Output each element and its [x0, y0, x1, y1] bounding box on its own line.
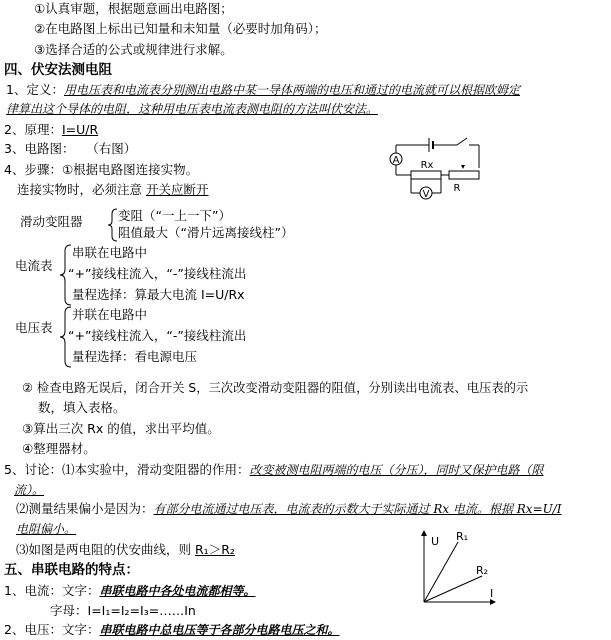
circuit-note: （右图） [92, 141, 137, 156]
discuss-3-value: R₁＞R₂ [195, 542, 235, 557]
ammeter-symbol: A [392, 155, 400, 166]
rheostat-item-2: 阻值最大（“滑片远离接线柱”） [118, 225, 294, 240]
iu-graph [418, 528, 498, 604]
discuss-2-prefix: ⑵测量结果偏小是因为： [16, 501, 154, 516]
rheostat-item-1: 变阻（“一上一下”） [118, 208, 231, 223]
discuss-1-line [4, 462, 543, 478]
r2-label: R₂ [476, 564, 489, 577]
voltage-text: 串联电路中总电压等于各部分电路电压之和。 [99, 623, 340, 637]
switch-icon [457, 138, 467, 145]
step-2-line-2: 数，填入表格。 [38, 400, 126, 415]
ammeter-label: 电流表 [15, 258, 53, 273]
principle-prefix: 2、原理： [4, 122, 62, 137]
circuit-line [4, 141, 136, 157]
ammeter-item-2: “+”接线柱流入，“-”接线柱流出 [68, 266, 247, 281]
discuss-3-prefix: ⑶如图是两电阻的伏安曲线，则 [16, 542, 192, 557]
discuss-1-text-b: 流）。 [14, 483, 45, 497]
circuit-diagram [383, 135, 493, 205]
connect-note-b: 开关应断开 [146, 182, 209, 197]
discuss-3-line [16, 542, 235, 558]
ammeter-item-3: 量程选择：算最大电流 I=U/Rx [72, 287, 245, 302]
rheostat-brace [108, 208, 118, 242]
principle-line [4, 122, 98, 138]
rx-resistor-icon [411, 171, 441, 179]
steps-prefix: 4、步骤： [4, 162, 62, 177]
ammeter-item-1: 串联在电路中 [72, 245, 148, 260]
principle-formula: I=U/R [61, 122, 99, 137]
rheostat-slider-icon [461, 165, 465, 169]
rheostat-symbol: R [453, 183, 461, 194]
connect-note-a: 连接实物时，必须注意 [17, 182, 143, 197]
u-axis-arrow-icon [421, 530, 427, 536]
section5-title: 五、串联电路的特点： [4, 562, 139, 578]
intro-step-1: ①认真审题，根据题意画出电路图； [34, 1, 233, 16]
formula-prefix: 字母： [50, 603, 88, 618]
circuit-label: 3、电路图： [4, 141, 75, 156]
steps-line [4, 162, 198, 178]
voltmeter-item-2: “+”接线柱流入，“-”接线柱流出 [68, 328, 247, 343]
step-1: ①根据电路图连接实物。 [61, 162, 199, 177]
formula-text: I=I₁=I₂=I₃=……In [87, 603, 196, 618]
voltage-line [4, 622, 339, 638]
step-2-line-1: ② 检查电路无误后，闭合开关 S，三次改变滑动变阻器的阻值，分别读出电流表、电压表的示 [22, 381, 529, 395]
current-prefix: 1、电流：文字： [4, 583, 100, 598]
discuss-1-text-a: 改变被测电阻两端的电压（分压），同时又保护电路（限 [249, 463, 544, 477]
current-line [4, 583, 255, 599]
intro-step-3: ③选择合适的公式或规律进行求解。 [34, 42, 233, 57]
voltmeter-item-3: 量程选择：看电源电压 [72, 349, 198, 364]
r1-line [424, 542, 458, 602]
step-4: ④整理器材。 [22, 441, 96, 456]
definition-prefix: 1、定义： [6, 82, 64, 97]
discuss-prefix: 5、讨论：⑴本实验中，滑动变阻器的作用： [4, 462, 250, 477]
discuss-2-line [16, 501, 562, 517]
discuss-2-text-b: 电阻偏小。 [16, 522, 77, 536]
connect-note [17, 182, 209, 198]
r2-line [424, 576, 482, 602]
voltage-prefix: 2、电压：文字： [4, 622, 100, 637]
voltmeter-symbol: V [422, 189, 430, 200]
rx-label: Rx [420, 160, 434, 171]
definition-text-1: 用电压表和电流表分别测出电路中某一导体两端的电压和通过的电流就可以根据欧姆定 [63, 83, 520, 97]
rheostat-icon [449, 171, 479, 179]
discuss-2-text-a: 有部分电流通过电压表，电流表的示数大于实际通过 Rx 电流。根据 Rx=U/I [153, 502, 562, 516]
i-axis-label: I [490, 587, 494, 600]
voltmeter-label: 电压表 [15, 320, 53, 335]
formula-line [50, 603, 196, 619]
section4-title: 四、伏安法测电阻 [4, 62, 112, 78]
current-text: 串联电路中各处电流都相等。 [99, 584, 256, 598]
definition-line [6, 82, 520, 98]
definition-text-2: 律算出这个导体的电阻，这种用电压表电流表测电阻的方法叫伏安法。 [6, 102, 379, 116]
voltmeter-item-1: 并联在电路中 [72, 307, 148, 322]
step-3: ③算出三次 Rx 的值，求出平均值。 [22, 421, 220, 436]
intro-step-2: ②在电路图上标出已知量和未知量（必要时加角码）； [34, 21, 327, 36]
r1-label: R₁ [456, 530, 469, 543]
u-axis-label: U [431, 535, 440, 548]
rheostat-label: 滑动变阻器 [20, 214, 83, 229]
